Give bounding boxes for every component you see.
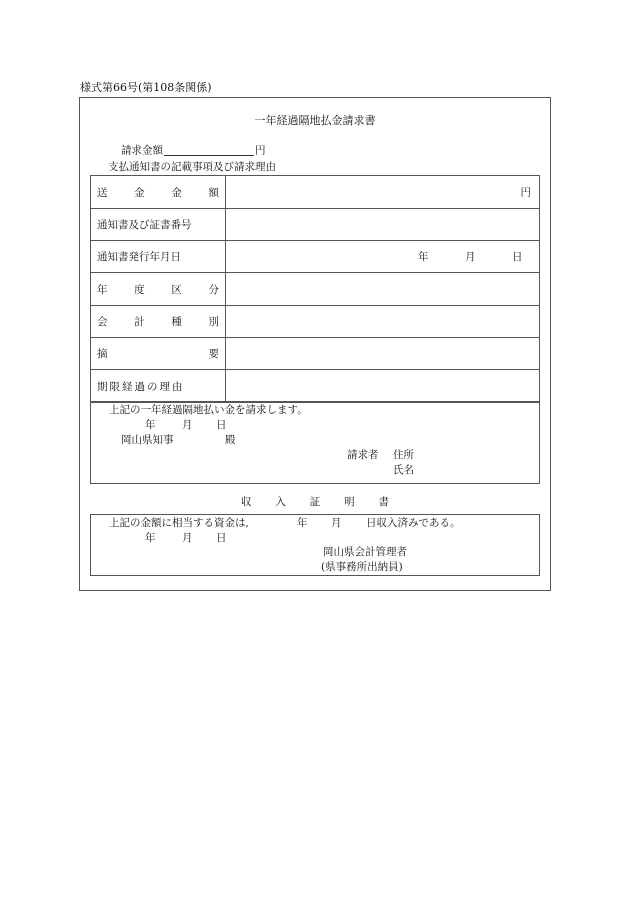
request-date-year: 年 bbox=[145, 419, 156, 431]
receipt-statement-month: 月 bbox=[331, 517, 342, 529]
receipt-statement-suffix: 日収入済みである。 bbox=[366, 517, 461, 529]
issue-date-field[interactable] bbox=[226, 241, 540, 273]
section-heading: 支払通知書の記載事項及び請求理由 bbox=[108, 161, 276, 173]
yen-unit: 円 bbox=[520, 186, 531, 199]
honorific: 殿 bbox=[225, 434, 236, 446]
notice-number-field[interactable] bbox=[226, 209, 540, 241]
request-date-month: 月 bbox=[182, 419, 193, 431]
receipt-date-year: 年 bbox=[145, 532, 156, 544]
row-label-notice-number: 通知書及び証書番号 bbox=[91, 209, 226, 241]
row-label-overdue-reason: 期限経過の理由 bbox=[91, 370, 226, 403]
receipt-statement-prefix: 上記の金額に相当する資金は, bbox=[109, 517, 249, 529]
form-number-label: 様式第66号(第108条関係) bbox=[80, 81, 212, 94]
request-date-day: 日 bbox=[216, 419, 227, 431]
issue-date-year: 年 bbox=[418, 250, 429, 263]
request-statement: 上記の一年経過隔地払い金を請求します。 bbox=[109, 404, 308, 416]
fiscal-year-field[interactable] bbox=[226, 273, 540, 306]
row-label-summary: 摘 要 bbox=[91, 338, 226, 370]
details-table bbox=[90, 175, 540, 403]
row-label-issue-date: 通知書発行年月日 bbox=[91, 241, 226, 273]
request-amount-label: 請求金額 bbox=[121, 144, 163, 157]
overdue-reason-field[interactable] bbox=[226, 370, 540, 403]
request-amount-field[interactable] bbox=[164, 145, 254, 156]
account-type-field[interactable] bbox=[226, 306, 540, 338]
row-label-account-type: 会 計 種 別 bbox=[91, 306, 226, 338]
request-amount-unit: 円 bbox=[255, 144, 266, 157]
row-label-fiscal-year: 年 度 区 分 bbox=[91, 273, 226, 306]
addressee: 岡山県知事 bbox=[121, 434, 174, 446]
official-subtitle: (県事務所出納員) bbox=[321, 561, 403, 573]
request-amount-line bbox=[121, 145, 266, 156]
receipt-date-month: 月 bbox=[182, 532, 193, 544]
receipt-statement-year: 年 bbox=[297, 517, 308, 529]
address-label: 住所 bbox=[393, 449, 414, 461]
issue-date-month: 月 bbox=[465, 250, 476, 263]
receipt-title: 収 入 証 明 書 bbox=[241, 496, 389, 508]
official-title: 岡山県会計管理者 bbox=[323, 546, 407, 558]
issue-date-day: 日 bbox=[512, 250, 523, 263]
receipt-date-day: 日 bbox=[216, 532, 227, 544]
summary-field[interactable] bbox=[226, 338, 540, 370]
row-label-remittance-amount: 送 金 金 額 bbox=[91, 176, 226, 209]
name-label: 氏名 bbox=[393, 464, 414, 476]
document-title: 一年経過隔地払金請求書 bbox=[254, 114, 376, 127]
remittance-amount-field[interactable] bbox=[226, 176, 540, 209]
requester-label: 請求者 bbox=[347, 449, 379, 461]
